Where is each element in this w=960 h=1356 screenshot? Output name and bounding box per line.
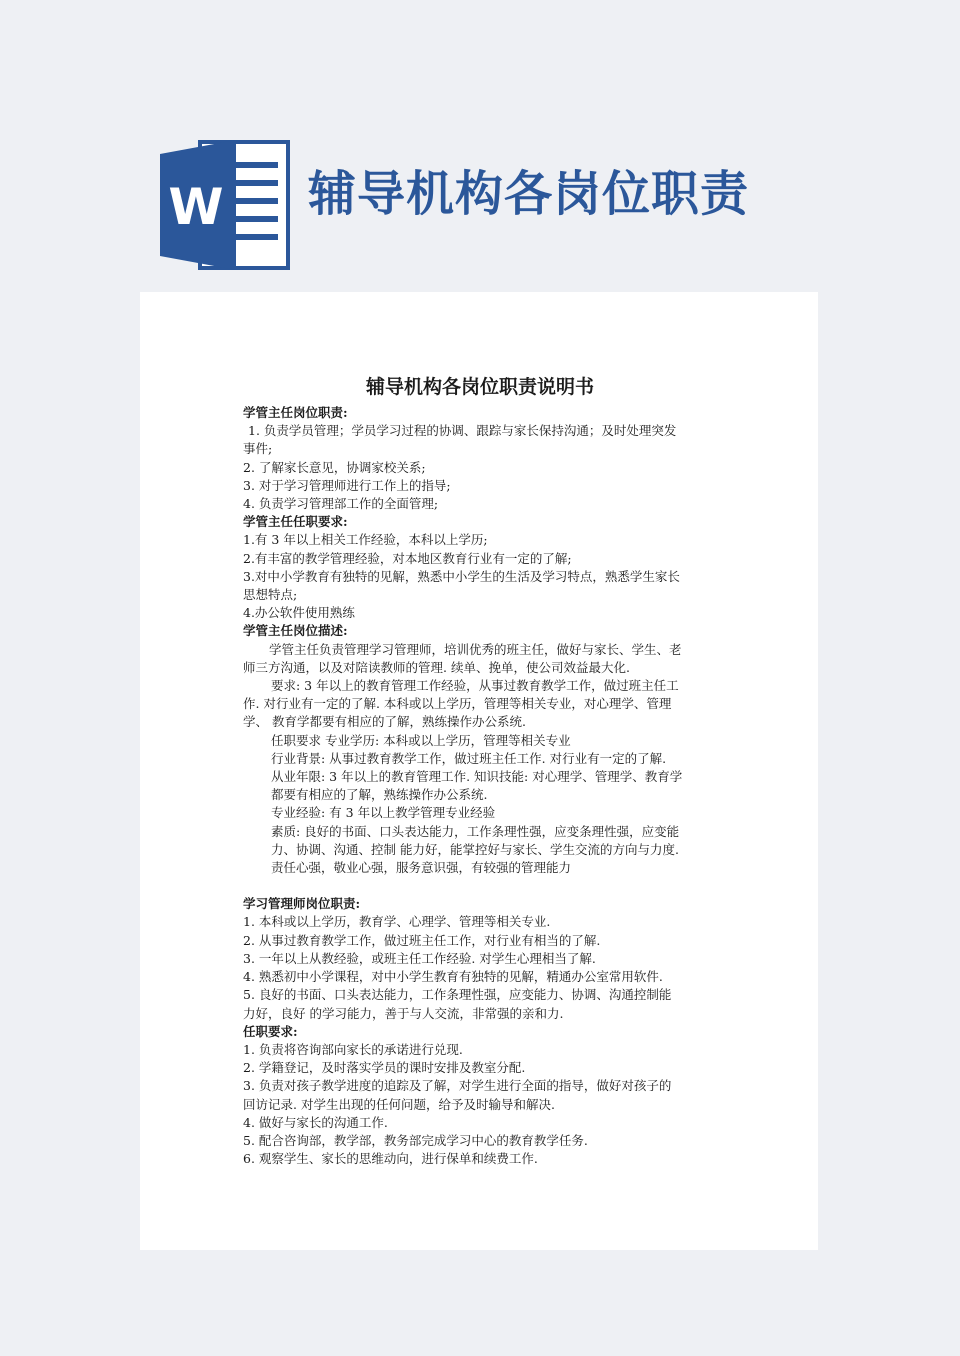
paragraph-line: 1. 本科或以上学历，教育学、心理学、管理等相关专业. bbox=[243, 914, 551, 930]
paragraph-line: 力好，良好 的学习能力，善于与人交流，非常强的亲和力. bbox=[243, 1005, 564, 1021]
paragraph-line: 4. 熟悉初中小学课程，对中小学生教育有独特的见解，精通办公室常用软件. bbox=[243, 969, 663, 985]
document-body bbox=[243, 374, 717, 1168]
paragraph-line: 要求: 3 年以上的教育管理工作经验，从事过教育教学工作，做过班主任工 bbox=[271, 678, 679, 694]
paragraph-line: 6. 观察学生、家长的思维动向，进行保单和续费工作. bbox=[243, 1151, 538, 1167]
paragraph-line: 2. 从事过教育教学工作，做过班主任工作，对行业有相当的了解. bbox=[243, 932, 601, 948]
document-page bbox=[140, 292, 818, 1250]
section-heading: 任职要求: bbox=[243, 1023, 298, 1039]
paragraph-line: 都要有相应的了解，熟练操作办公系统. bbox=[271, 787, 488, 803]
paragraph-line: 4. 负责学习管理部工作的全面管理; bbox=[243, 496, 439, 512]
paragraph-line: 5. 良好的书面、口头表达能力，工作条理性强，应变能力、协调、沟通控制能 bbox=[243, 987, 672, 1003]
paragraph-line: 1. 负责学员管理；学员学习过程的协调、跟踪与家长保持沟通；及时处理突发 bbox=[248, 423, 677, 439]
paragraph-line: 任职要求 专业学历: 本科或以上学历，管理等相关专业 bbox=[271, 732, 571, 748]
paragraph-line: 学管主任负责管理学习管理师，培训优秀的班主任，做好与家长、学生、老 bbox=[269, 641, 682, 657]
paragraph-line: 作. 对行业有一定的了解. 本科或以上学历，管理等相关专业，对心理学、管理 bbox=[243, 696, 672, 712]
paragraph-line: 3. 负责对孩子教学进度的追踪及了解，对学生进行全面的指导，做好对孩子的 bbox=[243, 1078, 672, 1094]
paragraph-line: 素质: 良好的书面、口头表达能力，工作条理性强，应变条理性强，应变能 bbox=[271, 823, 680, 839]
paragraph-line: 1. 负责将咨询部向家长的承诺进行兑现. bbox=[243, 1041, 463, 1057]
section-heading: 学管主任任职要求: bbox=[243, 514, 348, 530]
paragraph-line: 力、协调、沟通、控制 能力好，能掌控好与家长、学生交流的方向与力度. bbox=[271, 841, 679, 857]
paragraph-line: 事件; bbox=[243, 441, 273, 457]
paragraph-line: 回访记录. 对学生出现的任何问题，给予及时输导和解决. bbox=[243, 1096, 555, 1112]
paragraph-line: 从业年限: 3 年以上的教育管理工作. 知识技能: 对心理学、管理学、教育学 bbox=[271, 769, 683, 785]
word-document-icon bbox=[160, 140, 290, 270]
paragraph-line: 责任心强，敬业心强，服务意识强，有较强的管理能力 bbox=[271, 860, 572, 876]
paragraph-line: 思想特点; bbox=[243, 587, 298, 603]
section-heading: 学管主任岗位描述: bbox=[243, 623, 348, 639]
paragraph-line: 3. 一年以上从教经验，或班主任工作经验. 对学生心理相当了解. bbox=[243, 950, 596, 966]
paragraph-line: 4. 做好与家长的沟通工作. bbox=[243, 1114, 388, 1130]
paragraph-line: 3.对中小学教育有独特的见解，熟悉中小学生的生活及学习特点，熟悉学生家长 bbox=[243, 568, 680, 584]
paragraph-line: 5. 配合咨询部，教学部，教务部完成学习中心的教育教学任务. bbox=[243, 1132, 588, 1148]
paragraph-line: 学、 教育学都要有相应的了解，熟练操作办公系统. bbox=[243, 714, 526, 730]
paragraph-line: 4.办公软件使用熟练 bbox=[243, 605, 355, 621]
section-heading: 学管主任岗位职责: bbox=[243, 405, 348, 420]
paragraph-line: 1.有 3 年以上相关工作经验，本科以上学历; bbox=[243, 532, 488, 548]
paragraph-line: 3. 对于学习管理师进行工作上的指导; bbox=[243, 477, 451, 493]
document-sections bbox=[243, 404, 717, 1168]
section-gap bbox=[243, 877, 717, 895]
paragraph-line: 师三方沟通，以及对陪读教师的管理. 续单、挽单，使公司效益最大化. bbox=[243, 659, 630, 675]
document-title: 辅导机构各岗位职责说明书 bbox=[365, 376, 594, 398]
banner-title: 辅导机构各岗位职责 bbox=[308, 166, 750, 222]
word-logo-letter: W bbox=[168, 178, 224, 236]
paragraph-line: 专业经验: 有 3 年以上教学管理专业经验 bbox=[271, 805, 496, 821]
paragraph-line: 2. 了解家长意见，协调家校关系; bbox=[243, 459, 426, 475]
paragraph-line: 2.有丰富的教学管理经验，对本地区教育行业有一定的了解; bbox=[243, 550, 572, 566]
banner bbox=[0, 0, 960, 290]
paragraph-line: 行业背景: 从事过教育教学工作，做过班主任工作. 对行业有一定的了解. bbox=[271, 750, 667, 766]
paragraph-line: 2. 学籍登记，及时落实学员的课时安排及教室分配. bbox=[243, 1060, 526, 1076]
section-heading: 学习管理师岗位职责: bbox=[243, 896, 361, 912]
